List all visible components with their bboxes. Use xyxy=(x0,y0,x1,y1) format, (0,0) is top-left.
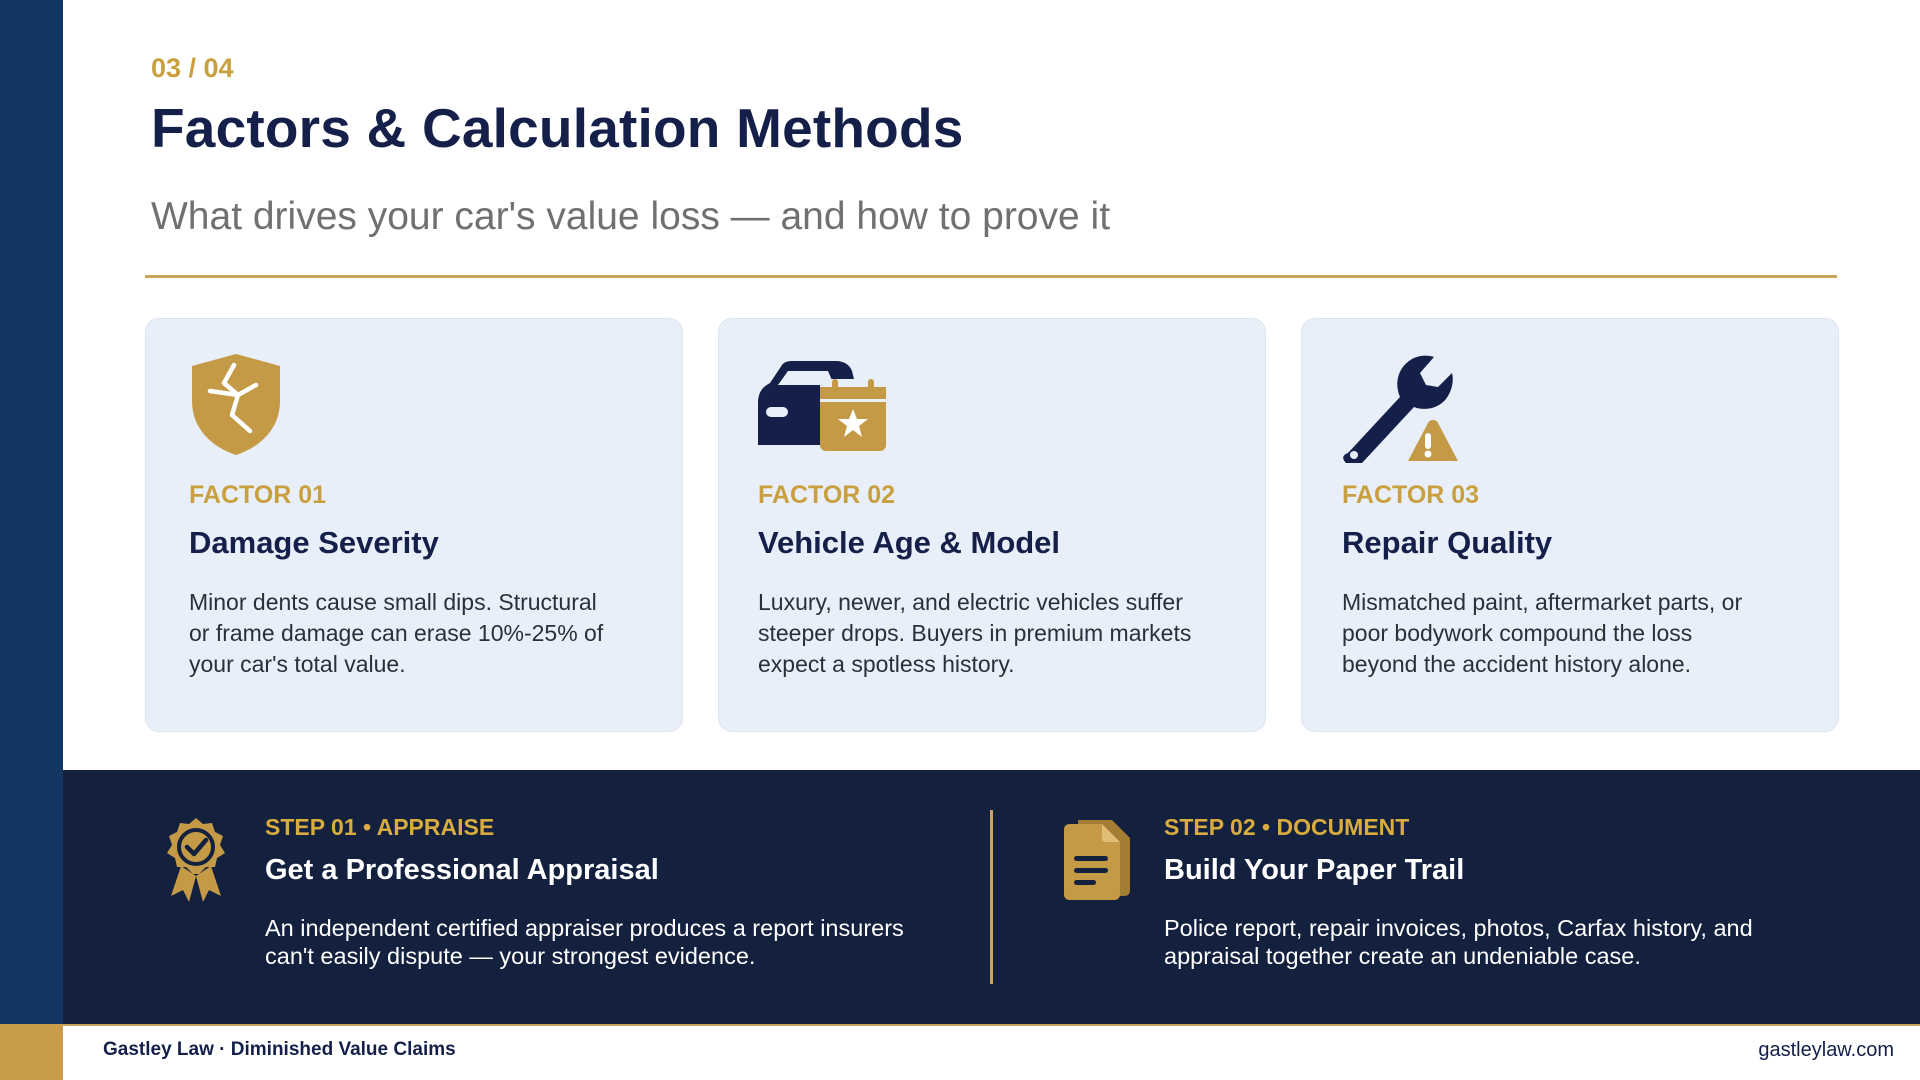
factor-description: Minor dents cause small dips. Structural or frame damage can erase 10%-25% of your car's total value. xyxy=(189,589,604,677)
step-title: Get a Professional Appraisal xyxy=(265,854,659,886)
factor-heading: Damage Severity xyxy=(189,525,439,560)
cracked-shield-icon xyxy=(186,351,286,462)
factor-heading: Vehicle Age & Model xyxy=(758,525,1061,560)
left-accent-bar xyxy=(0,0,63,1024)
award-badge-icon xyxy=(163,816,229,907)
footer-website-link[interactable]: gastleylaw.com xyxy=(1758,1039,1894,1061)
footer-divider xyxy=(63,1024,1920,1026)
factor-label: FACTOR 02 xyxy=(758,481,896,509)
factor-card-damage-severity xyxy=(145,318,683,732)
factor-card-vehicle-age-model xyxy=(718,318,1266,732)
page-title: Factors & Calculation Methods xyxy=(151,97,964,159)
step-title: Build Your Paper Trail xyxy=(1164,854,1465,886)
step-label: STEP 02 • DOCUMENT xyxy=(1164,814,1410,840)
title-divider xyxy=(145,275,1837,278)
factor-heading: Repair Quality xyxy=(1342,525,1553,560)
page-subtitle: What drives your car's value loss — and how to prove it xyxy=(151,195,1111,238)
step-description: An independent certified appraiser produces a report insurers can't easily dispute — your strongest evidence. xyxy=(265,915,904,969)
step-description: Police report, repair invoices, photos, Carfax history, and appraisal together create an undeniable case. xyxy=(1164,915,1753,969)
slide-counter: 03 / 04 xyxy=(151,53,234,83)
factor-card-repair-quality xyxy=(1301,318,1839,732)
footer-firm-name: Gastley Law · Diminished Value Claims xyxy=(103,1039,456,1060)
step-label: STEP 01 • APPRAISE xyxy=(265,814,495,840)
wrench-warning-icon xyxy=(1334,353,1460,468)
band-divider xyxy=(990,810,993,984)
factor-description: Luxury, newer, and electric vehicles suffer steeper drops. Buyers in premium markets expect a spotless history. xyxy=(758,589,1192,677)
corner-accent xyxy=(0,1024,63,1080)
document-icon xyxy=(1060,818,1134,905)
car-calendar-icon xyxy=(754,359,890,460)
factor-description: Mismatched paint, aftermarket parts, or poor bodywork compound the loss beyond the accident history alone. xyxy=(1342,589,1743,677)
factor-label: FACTOR 01 xyxy=(189,481,327,509)
factor-label: FACTOR 03 xyxy=(1342,481,1480,509)
